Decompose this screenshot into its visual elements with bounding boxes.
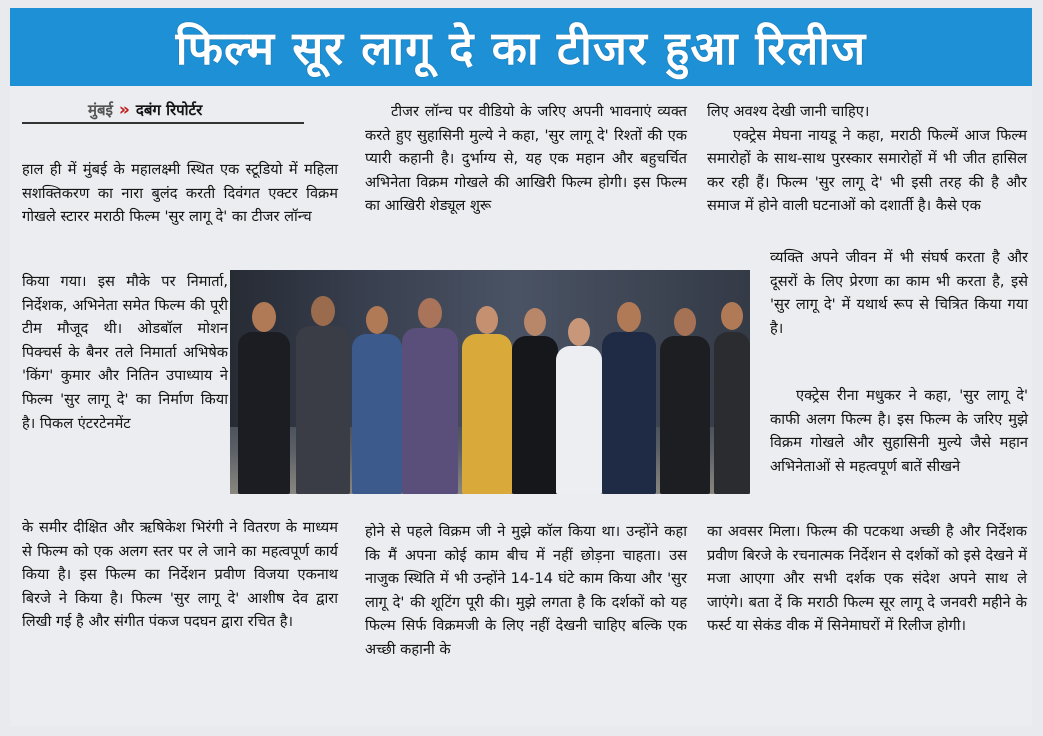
column2-bottom-text bbox=[365, 520, 687, 662]
person-figure bbox=[714, 294, 750, 494]
article-paragraph: एक्ट्रेस रीना मधुकर ने कहा, 'सुर लागू दे' काफी अलग फिल्म है। इस फिल्म के जरिए मुझे विक्रम गोखले और सुहासिनी मुल्ये जैसे महान अभिनेताओं से महत्वपूर्ण बातें सीखने bbox=[770, 387, 1028, 475]
article-paragraph: एक्ट्रेस मेघना नायडू ने कहा, मराठी फिल्में आज फिल्म समारोहों के साथ-साथ पुरस्कार समारोहों में भी जीत हासिल कर रही हैं। फिल्म 'सुर लागू दे' भी इसी तरह की है और समाज में होने वाली घटनाओं को दशार्ती है। कैसे एक bbox=[707, 126, 1027, 215]
column3-bottom-text bbox=[707, 520, 1027, 638]
column1-wrap-text bbox=[22, 270, 228, 435]
headline-banner bbox=[10, 8, 1032, 86]
article-paragraph: होने से पहले विक्रम जी ने मुझे कॉल किया था। उन्होंने कहा कि मैं अपना कोई काम बीच में नहीं छोड़ना चाहता। उस नाजुक स्थिति में भी उन्होंने 14-14 घंटे काम किया और 'सुर लागू दे' की शूटिंग पूरी की। मुझे लगता है कि दर्शकों को यह फिल्म सिर्फ विक्रमजी के लिए नहीं देखनी चाहिए बल्कि एक अच्छी कहानी के bbox=[365, 523, 687, 658]
article-paragraph: व्यक्ति अपने जीवन में भी संघर्ष करता है और दूसरों के लिए प्रेरणा का काम भी करता है, इसे 'सुर लागू दे' में यथार्थ रूप से चित्रित किया गया है। bbox=[770, 249, 1028, 337]
column3-middle-text bbox=[770, 384, 1028, 478]
byline-arrow-icon: » bbox=[118, 100, 130, 120]
article-paragraph: लिए अवश्य देखी जानी चाहिए। bbox=[707, 103, 870, 120]
column1-bottom-text bbox=[22, 516, 338, 634]
column2-top-text bbox=[365, 100, 687, 218]
person-figure bbox=[512, 300, 558, 494]
person-figure bbox=[556, 312, 602, 494]
article-paragraph: किया गया। इस मौके पर निमार्ता, निर्देशक, अभिनेता समेत फिल्म की पूरी टीम मौजूद थी। ओडबॉल मोशन पिक्चर्स के बैनर तले निमार्ता अभिषेक 'किंग' कुमार और नितिन उपाध्याय ने फिल्म 'सुर लागू दे' का निर्माण किया है। पिकल एंटरटेनमेंट bbox=[22, 273, 228, 432]
column1-top-text bbox=[22, 158, 338, 229]
column3-wrap-text bbox=[770, 246, 1028, 340]
person-figure bbox=[462, 298, 512, 494]
newspaper-page bbox=[10, 8, 1032, 726]
byline-divider bbox=[22, 122, 304, 124]
person-figure bbox=[352, 296, 402, 494]
group-photo bbox=[230, 270, 750, 494]
article-paragraph: टीजर लॉन्च पर वीडियो के जरिए अपनी भावनाएं व्यक्त करते हुए सुहासिनी मुल्ये ने कहा, 'सुर लागू दे' रिश्तों की एक प्यारी कहानी है। दुर्भाग्य से, यह एक महान और बहुचर्चित अभिनेता विक्रम गोखले की आखिरी फिल्म होगी। इस फिल्म का आखिरी शेड्यूल शुरू bbox=[365, 103, 687, 215]
person-figure bbox=[296, 288, 350, 494]
person-figure bbox=[602, 294, 656, 494]
article-paragraph: के समीर दीक्षित और ऋषिकेश भिरंगी ने वितरण के माध्यम से फिल्म को एक अलग स्तर पर ले जाने का महत्वपूर्ण कार्य किया है। इस फिल्म का निर्देशन प्रवीण विजया एकनाथ बिरजे ने किया है। फिल्म 'सुर लागू दे' आशीष देव द्वारा लिखी गई है और संगीत पंकज पदघन द्वारा रचित है। bbox=[22, 519, 338, 631]
headline: फिल्म सूर लागू दे का टीजर हुआ रिलीज bbox=[175, 21, 867, 75]
byline-reporter: दबंग रिपोर्टर bbox=[135, 101, 203, 119]
person-figure bbox=[238, 294, 290, 494]
column3-top-text bbox=[707, 100, 1027, 218]
article-paragraph: का अवसर मिला। फिल्म की पटकथा अच्छी है और निर्देशक प्रवीण बिरजे के रचनात्मक निर्देशन से दर्शकों को इसे देखने में मजा आएगा और सभी दर्शक एक संदेश अपने साथ ले जाएंगे। बता दें कि मराठी फिल्म सूर लागू दे जनवरी महीने के फर्स्ट या सेकंड वीक में सिनेमाघरों में रिलीज होगी। bbox=[707, 523, 1027, 635]
byline-city: मुंबई bbox=[88, 101, 113, 119]
person-figure bbox=[402, 290, 458, 494]
person-figure bbox=[660, 300, 710, 494]
byline bbox=[88, 100, 202, 120]
article-paragraph: हाल ही में मुंबई के महालक्ष्मी स्थित एक स्टूडियो में महिला सशक्तिकरण का नारा बुलंद करती दिवंगत एक्टर विक्रम गोखले स्टारर मराठी फिल्म 'सुर लागू दे' का टीजर लॉन्च bbox=[22, 161, 338, 226]
